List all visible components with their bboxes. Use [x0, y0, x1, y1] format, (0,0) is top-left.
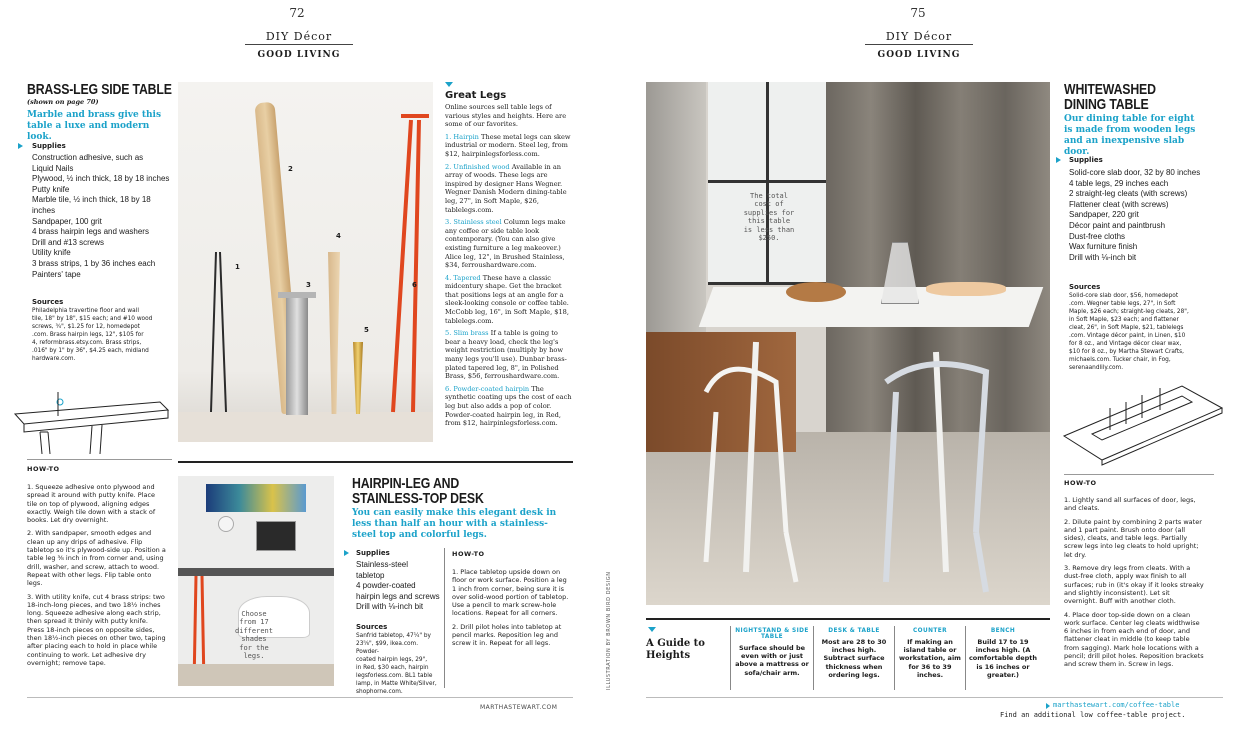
- list-item: Sandpaper, 220 grit: [1069, 210, 1139, 220]
- supplies-list: [32, 153, 172, 280]
- list-item: Dust-free cloths: [1069, 231, 1126, 241]
- shown-on-note: (shown on page 70): [27, 98, 99, 106]
- section-subtitle-left: GOOD LIVING: [257, 50, 341, 60]
- howto-heading-desk: HOW-TO: [452, 550, 485, 558]
- howto-step: 1. Squeeze adhesive onto plywood and spread it around with putty knife. Place tile on top of plywood, aligning edges exactly. Weigh tile down with a stack of books. Let dry overnight.: [27, 483, 156, 525]
- section-title-left: DIY Décor: [265, 30, 333, 43]
- leg-label: 6: [412, 281, 417, 289]
- project-dek-desk: You can easily make this elegant desk in less than half an hour with a stainless-steel top and colorful legs.: [352, 508, 557, 540]
- sources-list: Philadelphia travertine floor and wall tile, 18" by 18", $15 each; and #10 wood screws, ¾", $1.25 for 12, homedepot .com. Brass hairpin legs, 12", $105 for 4, reformbrass.etsy.com. Brass strips, .016" by 1" by 36", $4.25 each, midland hardware.com.: [32, 308, 153, 362]
- list-item: inches: [32, 205, 56, 215]
- list-item: Drill with ⅛-inch bit: [356, 602, 424, 612]
- dining-table-photo: [646, 82, 1050, 605]
- guide-column-nightstand: NIGHTSTAND & SIDE TABLE Surface should be even with or just above a mattress or sofa/chair arm.: [735, 628, 809, 677]
- howto-step: 1. Place tabletop upside down on floor or work surface. Position a leg 1 inch from corner, being sure it is over solid-wood portion of tabletop. Use a pencil to mark screw-hole locations. Repeat for all corners.: [452, 568, 569, 618]
- project-dek-brass-leg: Marble and brass give this table a luxe and modern look.: [27, 110, 162, 142]
- footer-text: Find an additional low coffee-table project.: [1000, 711, 1186, 719]
- desk-callout: Choose from 17 different shades for the legs.: [235, 610, 273, 661]
- project-title-dining-line1: WHITEWASHED: [1064, 81, 1156, 98]
- list-item: 4 brass hairpin legs and washers: [32, 227, 149, 237]
- list-item: Marble tile, ½ inch thick, 18 by 18: [32, 195, 151, 205]
- list-item: Stainless-steel: [356, 560, 409, 569]
- page-number-right: 75: [910, 6, 926, 20]
- section-arrow-icon: [344, 550, 349, 556]
- list-item: Drill with ⅛-inch bit: [1069, 252, 1137, 262]
- leg-label: 2: [288, 165, 293, 173]
- great-legs-title: Great Legs: [445, 90, 507, 101]
- supplies-heading-desk: Supplies: [356, 549, 390, 557]
- list-item: tabletop: [356, 570, 385, 580]
- project-dek-dining: Our dining table for eight is made from wooden legs and an inexpensive slab door.: [1064, 114, 1196, 157]
- illustration-credit: ILLUSTRATION BY BROWN BIRD DESIGN: [606, 571, 612, 690]
- list-item: Liquid Nails: [32, 163, 74, 173]
- list-item: Décor paint and paintbrush: [1069, 220, 1166, 230]
- howto-step: 1. Lightly sand all surfaces of door, legs, and cleats.: [1064, 496, 1196, 513]
- footer-left: MARTHASTEWART.COM: [480, 704, 558, 711]
- guide-title: A Guide to Heights: [646, 638, 705, 661]
- leg-label: 4: [336, 232, 341, 240]
- photo-callout: The total cost of supplies for this table is less than $250.: [743, 192, 795, 243]
- table-legs-photo: [178, 82, 433, 442]
- supplies-list-desk: [356, 560, 440, 613]
- list-item: Putty knife: [32, 184, 70, 194]
- list-item: Wax furniture finish: [1069, 242, 1138, 252]
- guide-column-desk: DESK & TABLE Most are 28 to 30 inches high. Subtract surface thickness when ordering legs.: [821, 628, 887, 679]
- list-item: Drill and #13 screws: [32, 237, 105, 247]
- howto-step: 3. Remove dry legs from cleats. With a dust-free cloth, apply wax finish to all surfaces; rub in (it's okay if it looks streaky and slightly inconsistent). Let sit overnight. Buff with another cloth.: [1064, 564, 1204, 606]
- howto-steps-dining: [1064, 496, 1204, 674]
- howto-step: 2. Drill pilot holes into tabletop at pencil marks. Reposition leg and screw it in. Repeat for all legs.: [452, 622, 562, 648]
- leg-label: 3: [306, 281, 311, 289]
- list-item: 2 straight-leg cleats (with screws): [1069, 189, 1188, 199]
- section-title-right: DIY Décor: [885, 30, 953, 43]
- project-title-desk-line2: STAINLESS-TOP DESK: [352, 490, 484, 507]
- supplies-heading-dining: Supplies: [1069, 156, 1103, 164]
- howto-step: 2. Dilute paint by combining 2 parts water and 1 part paint. Brush onto door (all sides), cleats, and table legs. Partially screw legs into leg cleats to hold upright; let dry.: [1064, 517, 1202, 559]
- section-arrow-icon: [18, 143, 23, 149]
- dining-table-illustration: [1062, 378, 1224, 466]
- sources-list-dining: Solid-core slab door, $56, homedepot .com. Wegner table legs, 27", in Soft Maple, $26 each; straight-leg cleats, 28", in Soft Maple, $23 each; and flattener cleat, 26", in Soft Maple, $21, tablelegs .com. Vintage décor paint, in Linen, $10 for 8 oz., and Vintage décor clear wax, $10 for 8 oz., by Martha Stewart Crafts, michaels.com. Tucker chair, in Fog, serenaandlily.com.: [1069, 293, 1189, 371]
- project-title-dining-line2: DINING TABLE: [1064, 96, 1149, 113]
- list-item: Utility knife: [32, 248, 71, 258]
- howto-step: 3. With utility knife, cut 4 brass strips: two 18-inch-long pieces, and two 18½ inches long. Squeeze adhesive along each strip, then spread it thinly with putty knife. Press 18-inch pieces on opposite sides, then 18½-inch pieces on other two, taping after placing each to hold in place while continuing to work. Let adhesive dry overnight; remove tape.: [27, 592, 166, 667]
- leg-label: 1: [235, 263, 240, 271]
- list-item: Plywood, ½ inch thick, 18 by 18 inches: [32, 174, 170, 184]
- howto-step: 2. With sandpaper, smooth edges and clean up any drips of adhesive. Flip tabletop so it's plywood-side up. Position a table leg ⅜ inch in from corner and, using drill, washer, and screw, attach to wood. Repeat with other legs. Flip table onto legs.: [27, 529, 166, 588]
- section-marker-icon: [445, 82, 453, 87]
- list-item: Flattener cleat (with screws): [1069, 199, 1169, 209]
- list-item: 4 powder-coated: [356, 581, 416, 591]
- howto-step: 4. Place door top-side down on a clean work surface. Center leg cleats widthwise 6 inches in from each end of door, and flattener cleat in middle (to keep table from sagging). Mark hole locations with a pencil; drill pilot holes. Reposition brackets and screw them in. Screw in legs.: [1064, 610, 1204, 669]
- list-item: Solid-core slab door, 32 by 80 inches: [1069, 168, 1201, 177]
- list-item: Construction adhesive, such as: [32, 153, 144, 162]
- footer-link[interactable]: marthastewart.com/coffee-table: [1053, 701, 1180, 709]
- sources-heading-desk: Sources: [356, 623, 388, 631]
- howto-steps-desk: [452, 568, 572, 653]
- list-item: Sandpaper, 100 grit: [32, 216, 102, 226]
- sources-heading: Sources: [32, 298, 64, 306]
- project-title-desk-line1: HAIRPIN-LEG AND: [352, 475, 460, 492]
- list-item: 4 table legs, 29 inches each: [1069, 178, 1169, 188]
- section-marker-icon: [648, 627, 656, 632]
- brass-leg-table-illustration: [10, 372, 170, 457]
- sources-heading-dining: Sources: [1069, 283, 1101, 291]
- supplies-list-dining: [1069, 168, 1214, 263]
- list-item: Painters' tape: [32, 269, 81, 279]
- great-legs-body: Online sources sell table legs of various styles and heights. Here are some of our favorites. 1. Hairpin These metal legs can skew industrial or modern. Steel leg, from $12, hairpinlegsforless.com. 2. Unfinished wood Available in an array of woods. These legs are inspired by designer Hans Wegner. Wegner Danish Modern dining-table leg, 27", in Soft Maple, $26, tablelegs.com. 3. Stainless steel Column legs make any coffee or side table look contemporary. (You can also give existing furniture a leg makeover.) Alice leg, 12", in Brushed Stainless, $34, ferroushardware.com. 4. Tapered These have a classic midcentury shape. Get the bracket that positions legs at an angle for a sleek-looking console or coffee table. McCobb leg, 16", in Soft Maple, $18, tablelegs.com. 5. Slim brass If a table is going to bear a heavy load, check the leg's weight restriction (multiply by how many legs you'll use). Dunbar brass-plated tapered leg, 8", in Polished Brass, $56, ferroushardware.com. 6. Powder-coated hairpin The synthetic coating ups the cost of each leg but also adds a pop of color. Powder-coated hairpin leg, in Red, from $12, hairpinlegsforless.com.: [445, 103, 572, 428]
- leg-label: 5: [364, 326, 369, 334]
- supplies-heading: Supplies: [32, 142, 66, 150]
- guide-column-bench: BENCH Build 17 to 19 inches high. (A comfortable depth is 16 inches or greater.): [968, 628, 1038, 679]
- page-number-left: 72: [289, 6, 305, 20]
- section-arrow-icon: [1056, 157, 1061, 163]
- desk-photo: [178, 476, 334, 686]
- howto-heading: HOW-TO: [27, 465, 60, 473]
- section-subtitle-right: GOOD LIVING: [877, 50, 961, 60]
- howto-steps: [27, 483, 167, 672]
- sources-list-desk: Sanfrid tabletop, 47¼" by 23⅝", $99, ikea.com. Powder- coated hairpin legs, 29", in Red, $30 each, hairpin legsforless.com. BL1 table lamp, in Matte White/Silver, shophorne.com.: [356, 633, 437, 695]
- guide-column-counter: COUNTER If making an island table or workstation, aim for 36 to 39 inches.: [899, 628, 961, 679]
- list-item: 3 brass strips, 1 by 36 inches each: [32, 258, 156, 268]
- link-arrow-icon: [1046, 703, 1050, 709]
- howto-heading-dining: HOW-TO: [1064, 479, 1097, 487]
- list-item: hairpin legs and screws: [356, 591, 440, 601]
- project-title-brass-leg: BRASS-LEG SIDE TABLE: [27, 81, 172, 98]
